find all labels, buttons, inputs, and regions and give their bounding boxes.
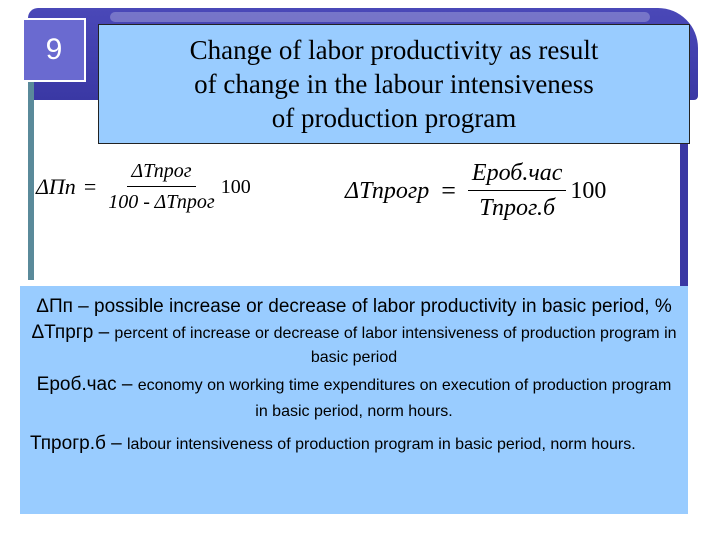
legend-item-4-text: labour intensiveness of production program in basic period, norm hours. <box>126 436 636 453</box>
formula1-equals: = <box>83 174 97 199</box>
legend-item-1-symbol: ΔПп – <box>36 296 95 317</box>
formula1-numerator: ΔТпрог <box>127 160 195 187</box>
legend-item-2-text: percent of increase or decrease of labor intensiveness of production program in basic period <box>114 325 677 366</box>
legend-item-2 <box>30 321 678 370</box>
legend-item-3-text: economy on working time expenditures on execution of production program in basic period, norm hours. <box>137 377 672 420</box>
formula2-numerator: Ероб.час <box>468 160 567 191</box>
slide-title <box>98 24 690 144</box>
header-band-highlight <box>110 12 650 22</box>
left-frame-line <box>28 60 34 280</box>
formula1-multiplier: 100 <box>220 175 251 198</box>
formula1-lhs: ΔПп <box>36 174 76 199</box>
formula-labor-intensiveness <box>345 160 685 250</box>
formula2-fraction <box>468 160 567 222</box>
formula2-multiplier: 100 <box>570 177 607 204</box>
formula2-denominator: Тпрог.б <box>479 195 556 221</box>
legend-item-4-symbol: Тпрогр.б – <box>30 433 127 454</box>
legend-item-3 <box>30 372 678 425</box>
legend-item-4 <box>30 433 678 456</box>
legend-item-1-text: possible increase or decrease of labor productivity in basic period, % <box>94 296 672 317</box>
formula1-denominator: 100 - ΔТпрог <box>108 191 215 213</box>
formula2-lhs: ΔТпрогр <box>345 177 430 204</box>
legend-item-2-symbol: ΔТпргр – <box>31 322 115 343</box>
formula1-fraction <box>104 160 218 214</box>
legend-item-1 <box>30 294 678 319</box>
formula2-equals: = <box>441 176 456 205</box>
title-line-2: of change in the labour intensiveness <box>194 69 594 99</box>
title-line-3: of production program <box>271 103 517 133</box>
title-line-1: Change of labor productivity as result <box>189 35 599 65</box>
legend-box <box>20 286 688 514</box>
slide-number: 9 <box>22 18 86 82</box>
legend-item-3-symbol: Ероб.час – <box>36 374 138 395</box>
formula-labor-productivity <box>36 160 336 250</box>
